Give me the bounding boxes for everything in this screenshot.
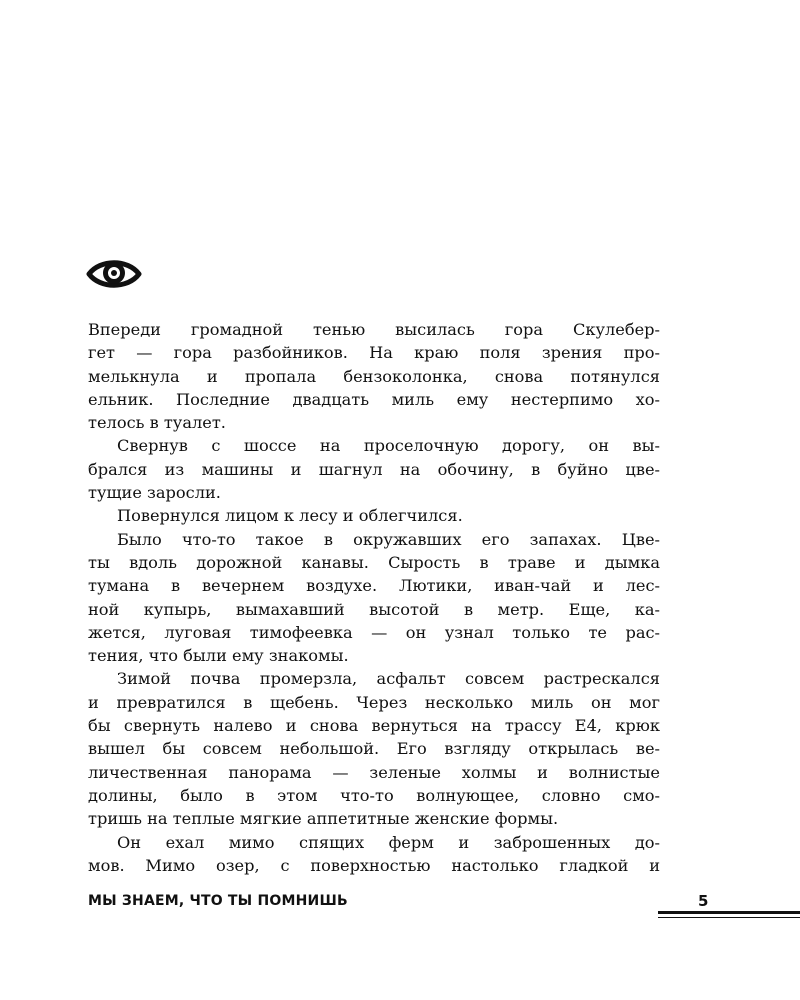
text-line: гет — гора разбойников. На краю поля зрения про- (88, 343, 660, 363)
text-line: долины, было в этом что-то волнующее, словно смо- (88, 785, 660, 805)
paragraph (88, 667, 660, 830)
paragraph (88, 831, 660, 878)
running-title: МЫ ЗНАЕМ, ЧТО ТЫ ПОМНИШЬ (88, 893, 348, 909)
text-line: тумана в вечернем воздухе. Лютики, иван-чай и лес- (88, 576, 660, 596)
paragraph (88, 434, 660, 504)
text-line: ты вдоль дорожной канавы. Сырость в траве и дымка (88, 552, 660, 572)
text-line: телось в туалет. (88, 413, 226, 433)
eye-icon (86, 256, 142, 292)
footer-rule-thick (658, 911, 800, 914)
text-line: вышел бы совсем небольшой. Его взгляду открылась ве- (88, 739, 660, 759)
text-line: личественная панорама — зеленые холмы и волнистые (88, 762, 660, 782)
text-line: ельник. Последние двадцать миль ему нестерпимо хо- (88, 389, 660, 409)
page-number: 5 (698, 892, 709, 910)
text-line: Он ехал мимо спящих ферм и заброшенных до- (117, 832, 660, 852)
text-line: тения, что были ему знакомы. (88, 646, 349, 666)
text-line: Было что-то такое в окружавших его запахах. Цве- (117, 529, 660, 549)
text-line: бы свернуть налево и снова вернуться на трассу Е4, крюк (88, 716, 660, 736)
text-line: тришь на теплые мягкие аппетитные женские формы. (88, 809, 559, 829)
text-line: и превратился в щебень. Через несколько миль он мог (88, 692, 660, 712)
text-line: тущие заросли. (88, 483, 221, 503)
text-line: Впереди громадной тенью высилась гора Скулебер- (88, 320, 660, 339)
text-line: ной купырь, вымахавший высотой в метр. Еще, ка- (88, 599, 660, 619)
body-text (88, 318, 660, 877)
footer-rule-thin (658, 917, 800, 918)
paragraph (88, 318, 660, 434)
text-line: Свернув с шоссе на проселочную дорогу, он вы- (117, 436, 660, 456)
text-line: мов. Мимо озер, с поверхностью настолько гладкой и (88, 855, 660, 875)
text-line: Повернулся лицом к лесу и облегчился. (117, 506, 463, 526)
text-line: Зимой почва промерзла, асфальт совсем растрескался (117, 669, 660, 689)
text-line: брался из машины и шагнул на обочину, в буйно цве- (88, 459, 660, 479)
text-line: мелькнула и пропала бензоколонка, снова потянулся (88, 366, 660, 386)
text-line: жется, луговая тимофеевка — он узнал только те рас- (88, 622, 660, 642)
paragraph (88, 504, 660, 527)
paragraph (88, 528, 660, 668)
